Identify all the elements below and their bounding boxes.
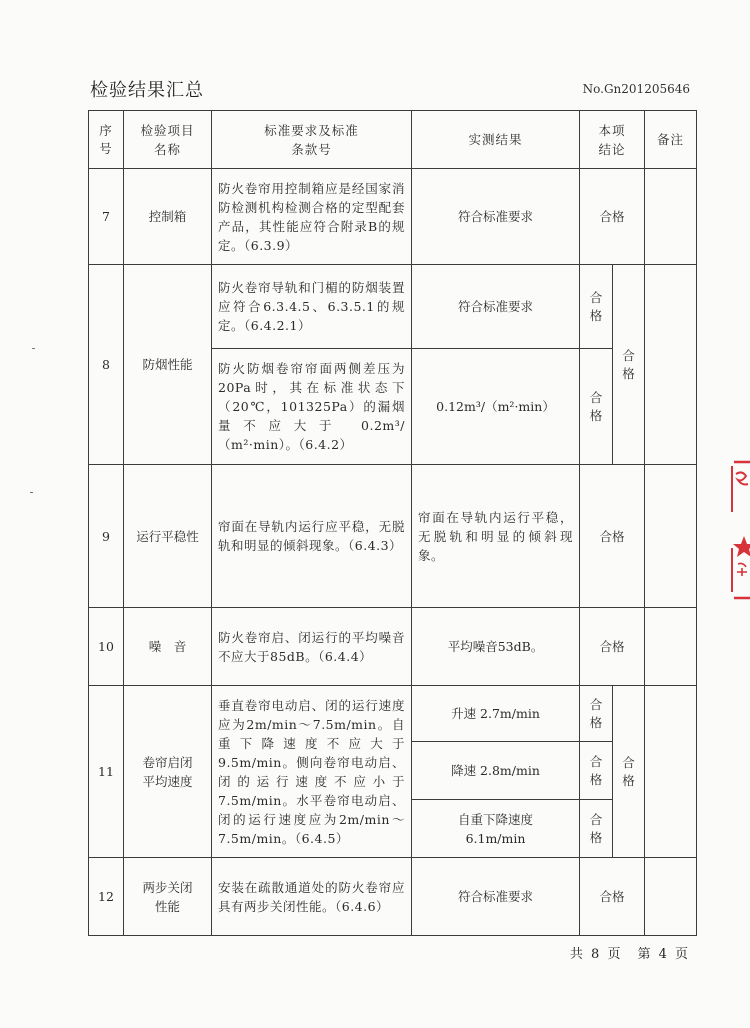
cell-item: 两步关闭性能 — [124, 858, 212, 936]
cell-requirement: 安装在疏散通道处的防火卷帘应具有两步关闭性能。（6.4.6） — [212, 858, 412, 936]
table-row — [89, 858, 697, 936]
cell-result: 0.12m³/（m²·min） — [412, 349, 580, 465]
cell-conclusion: 合格 — [580, 608, 645, 686]
cell-note — [645, 169, 697, 265]
cell-item: 卷帘启闭平均速度 — [124, 686, 212, 858]
cell-requirement: 防火卷帘导轨和门楣的防烟装置应符合6.3.4.5、6.3.5.1的规定。（6.4.2.1） — [212, 265, 412, 349]
cell-item: 运行平稳性 — [124, 465, 212, 608]
cell-sub-conclusion: 合格 — [580, 265, 613, 349]
table-row — [89, 608, 697, 686]
cell-note — [645, 265, 697, 465]
header-seq: 序号 — [89, 111, 124, 169]
cell-requirement: 防火卷帘用控制箱应是经国家消防检测机构检测合格的定型配套产品，其性能应符合附录B的规定。（6.3.9） — [212, 169, 412, 265]
cell-result: 平均噪音53dB。 — [412, 608, 580, 686]
cell-conclusion: 合格 — [613, 686, 645, 858]
cell-item: 控制箱 — [124, 169, 212, 265]
cell-conclusion: 合格 — [580, 858, 645, 936]
table-row — [89, 265, 697, 349]
cell-requirement: 帘面在导轨内运行应平稳，无脱轨和明显的倾斜现象。（6.4.3） — [212, 465, 412, 608]
cell-seq: 11 — [89, 686, 124, 858]
cell-sub-conclusion: 合格 — [580, 800, 613, 858]
cell-result: 升速 2.7m/min — [412, 686, 580, 742]
cell-conclusion: 合格 — [613, 265, 645, 465]
cell-sub-conclusion: 合格 — [580, 686, 613, 742]
cell-item: 噪 音 — [124, 608, 212, 686]
table-row — [89, 465, 697, 608]
cell-seq: 10 — [89, 608, 124, 686]
page-number: 共 8 页 第 4 页 — [569, 947, 690, 962]
cell-sub-conclusion: 合格 — [580, 742, 613, 800]
page-title: 检验结果汇总 — [90, 80, 204, 101]
cell-result: 帘面在导轨内运行平稳，无脱轨和明显的倾斜现象。 — [412, 465, 580, 608]
cell-conclusion: 合格 — [580, 465, 645, 608]
cell-note — [645, 686, 697, 858]
cell-item: 防烟性能 — [124, 265, 212, 465]
report-number: No.Gn201205646 — [582, 82, 690, 96]
table-header-row — [89, 111, 697, 169]
cell-result: 符合标准要求 — [412, 169, 580, 265]
cell-requirement: 垂直卷帘电动启、闭的运行速度应为2m/min～7.5m/min。自重下降速度不应大于9.5m/min。侧向卷帘电动启、闭的运行速度不应小于7.5m/min。水平卷帘电动启、闭的运行速度应为2m/min～7.5m/min。（6.4.5） — [212, 686, 412, 858]
cell-result: 自重下降速度 6.1m/min — [412, 800, 580, 858]
cell-result: 符合标准要求 — [412, 858, 580, 936]
header-result: 实测结果 — [412, 111, 580, 169]
cell-seq: 8 — [89, 265, 124, 465]
cell-requirement: 防火卷帘启、闭运行的平均噪音不应大于85dB。（6.4.4） — [212, 608, 412, 686]
scan-speck — [30, 492, 33, 493]
results-table — [88, 110, 697, 936]
cell-seq: 12 — [89, 858, 124, 936]
cell-result: 降速 2.8m/min — [412, 742, 580, 800]
header-note: 备注 — [645, 111, 697, 169]
cell-seq: 9 — [89, 465, 124, 608]
header-requirement: 标准要求及标准条款号 — [212, 111, 412, 169]
cell-conclusion: 合格 — [580, 169, 645, 265]
cell-seq: 7 — [89, 169, 124, 265]
cell-requirement: 防火防烟卷帘帘面两侧差压为20Pa时，其在标准状态下（20℃，101325Pa）的漏烟量不应大于 0.2m³/（m²·min）。（6.4.2） — [212, 349, 412, 465]
table-row — [89, 686, 697, 742]
table-row — [89, 169, 697, 265]
cell-result: 符合标准要求 — [412, 265, 580, 349]
inspection-seal-icon — [720, 452, 750, 602]
cell-note — [645, 465, 697, 608]
header-conclusion: 本项结论 — [580, 111, 645, 169]
cell-note — [645, 608, 697, 686]
cell-sub-conclusion: 合格 — [580, 349, 613, 465]
scan-speck — [32, 348, 35, 349]
cell-note — [645, 858, 697, 936]
header-item: 检验项目名称 — [124, 111, 212, 169]
